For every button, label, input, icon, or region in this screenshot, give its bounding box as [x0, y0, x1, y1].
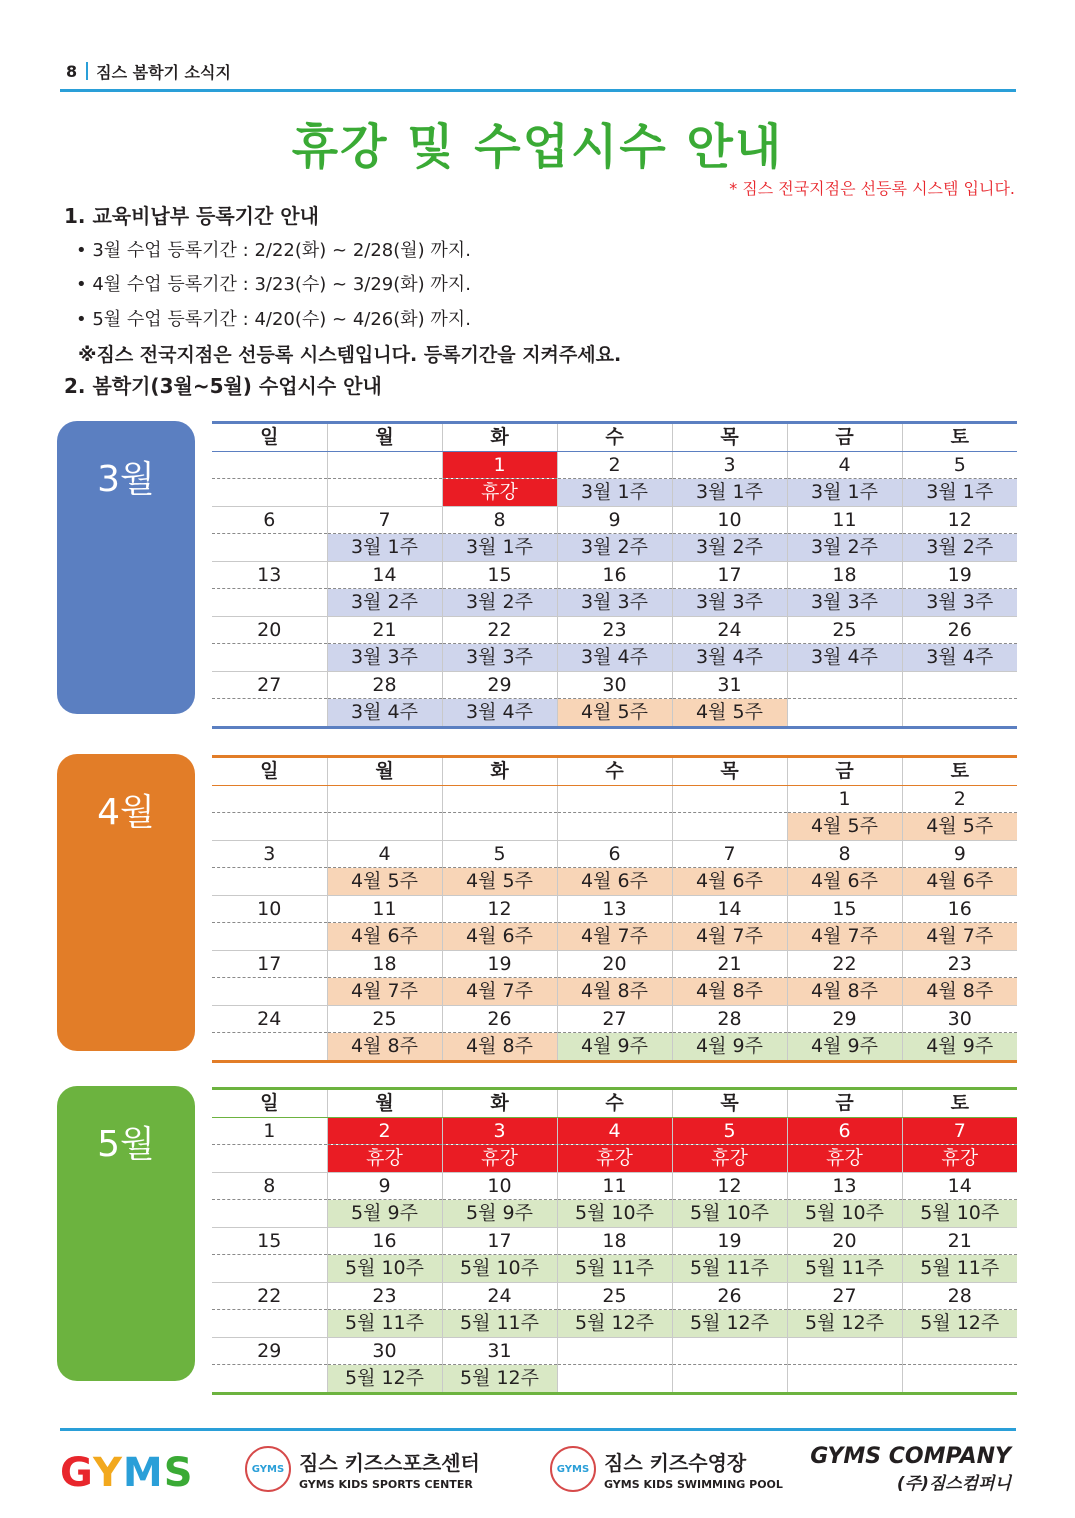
- week-label-cell: [212, 1145, 327, 1173]
- date-cell: 23: [902, 950, 1017, 978]
- date-cell: 17: [672, 561, 787, 589]
- registration-warning: ※짐스 전국지점은 선등록 시스템입니다. 등록기간을 지켜주세요.: [78, 344, 622, 366]
- date-cell: 11: [787, 506, 902, 534]
- date-cell: [212, 785, 327, 813]
- date-cell: 24: [672, 616, 787, 644]
- week-label-cell: 5월 11주: [672, 1255, 787, 1283]
- company-brand: [810, 1444, 1011, 1494]
- week-label-cell: 4월 5주: [327, 868, 442, 896]
- date-cell: 14: [327, 561, 442, 589]
- week-label-cell: 3월 3주: [672, 589, 787, 617]
- date-cell: 25: [327, 1005, 442, 1033]
- weekday-header: 토: [902, 423, 1017, 452]
- date-cell: 13: [557, 895, 672, 923]
- date-cell: 7: [327, 506, 442, 534]
- week-label-cell: 5월 9주: [327, 1200, 442, 1228]
- week-label-cell: 휴강: [442, 1145, 557, 1173]
- date-cell: 11: [327, 895, 442, 923]
- week-label-cell: 4월 5주: [557, 699, 672, 728]
- swimming-pool-name-en: GYMS KIDS SWIMMING POOL: [604, 1478, 783, 1491]
- week-label-cell: 3월 4주: [442, 699, 557, 728]
- week-label-cell: 휴강: [672, 1145, 787, 1173]
- week-label-cell: 4월 6주: [557, 868, 672, 896]
- week-label-cell: 4월 8주: [442, 1033, 557, 1062]
- date-cell: 22: [787, 950, 902, 978]
- date-cell: 17: [442, 1227, 557, 1255]
- date-cell: 5: [442, 840, 557, 868]
- week-label-cell: 3월 3주: [787, 589, 902, 617]
- week-label-cell: 5월 12주: [442, 1365, 557, 1394]
- date-cell: 29: [442, 671, 557, 699]
- week-label-cell: [212, 644, 327, 672]
- week-label-cell: 4월 9주: [557, 1033, 672, 1062]
- date-cell: 20: [787, 1227, 902, 1255]
- week-label-cell: 5월 9주: [442, 1200, 557, 1228]
- date-cell: [557, 1337, 672, 1365]
- month-label: 3월: [97, 459, 155, 500]
- date-cell: 3: [672, 451, 787, 479]
- week-label-cell: 3월 1주: [672, 479, 787, 507]
- calendar-april: [212, 755, 1017, 1063]
- weekday-header: 화: [442, 757, 557, 786]
- week-label-cell: 3월 2주: [787, 534, 902, 562]
- date-cell: 27: [212, 671, 327, 699]
- date-cell: 12: [442, 895, 557, 923]
- date-cell: 4: [787, 451, 902, 479]
- date-cell: 23: [557, 616, 672, 644]
- week-label-cell: 4월 7주: [787, 923, 902, 951]
- date-cell: 21: [902, 1227, 1017, 1255]
- date-cell: 19: [442, 950, 557, 978]
- sports-center-name-en: GYMS KIDS SPORTS CENTER: [299, 1478, 473, 1491]
- week-label-cell: 5월 12주: [557, 1310, 672, 1338]
- week-label-cell: 3월 3주: [327, 644, 442, 672]
- swimming-pool-brand: [550, 1446, 783, 1492]
- date-cell: [902, 1337, 1017, 1365]
- week-label-cell: 3월 4주: [902, 644, 1017, 672]
- week-label-cell: [212, 1365, 327, 1394]
- sports-center-name: 짐스 키즈스포츠센터: [299, 1451, 480, 1475]
- week-label-cell: [787, 1365, 902, 1394]
- date-cell: 12: [672, 1172, 787, 1200]
- week-label-cell: 4월 5주: [787, 813, 902, 841]
- week-label-cell: [787, 699, 902, 728]
- date-cell: 28: [327, 671, 442, 699]
- date-cell: 23: [327, 1282, 442, 1310]
- date-cell: 1: [787, 785, 902, 813]
- week-label-cell: 4월 6주: [327, 923, 442, 951]
- date-cell: [442, 785, 557, 813]
- week-label-cell: 3월 4주: [787, 644, 902, 672]
- weekday-header: 금: [787, 1089, 902, 1118]
- date-cell: 22: [212, 1282, 327, 1310]
- week-label-cell: [212, 1200, 327, 1228]
- week-label-cell: 3월 1주: [902, 479, 1017, 507]
- week-label-cell: [212, 978, 327, 1006]
- date-cell: 20: [212, 616, 327, 644]
- date-cell: 16: [902, 895, 1017, 923]
- date-cell: 15: [442, 561, 557, 589]
- date-cell: 20: [557, 950, 672, 978]
- week-label-cell: 5월 12주: [787, 1310, 902, 1338]
- date-cell: 9: [557, 506, 672, 534]
- week-label-cell: [672, 813, 787, 841]
- header-rule: [60, 89, 1016, 92]
- date-cell: 5: [902, 451, 1017, 479]
- week-label-cell: [902, 1365, 1017, 1394]
- week-label-cell: 4월 9주: [787, 1033, 902, 1062]
- sports-center-seal-icon: GYMS: [245, 1446, 291, 1492]
- page-title: 휴강 및 수업시수 안내: [291, 119, 784, 175]
- week-label-cell: 4월 5주: [442, 868, 557, 896]
- date-cell: 15: [787, 895, 902, 923]
- date-cell: 13: [212, 561, 327, 589]
- weekday-header: 목: [672, 1089, 787, 1118]
- week-label-cell: 3월 1주: [557, 479, 672, 507]
- header-divider: [86, 62, 88, 80]
- week-label-cell: 4월 7주: [902, 923, 1017, 951]
- date-cell: 9: [902, 840, 1017, 868]
- calendar-may: [212, 1087, 1017, 1395]
- weekday-header: 수: [557, 423, 672, 452]
- date-cell: 1: [442, 451, 557, 479]
- date-cell: 10: [442, 1172, 557, 1200]
- date-cell: 25: [557, 1282, 672, 1310]
- date-cell: 7: [902, 1117, 1017, 1145]
- week-label-cell: 4월 5주: [672, 699, 787, 728]
- date-cell: [327, 451, 442, 479]
- weekday-header: 월: [327, 1089, 442, 1118]
- week-label-cell: [672, 1365, 787, 1394]
- date-cell: 30: [557, 671, 672, 699]
- date-cell: 8: [787, 840, 902, 868]
- week-label-cell: 4월 6주: [902, 868, 1017, 896]
- date-cell: 6: [212, 506, 327, 534]
- week-label-cell: [212, 1255, 327, 1283]
- company-name-en: GYMS COMPANY: [810, 1444, 1011, 1469]
- week-label-cell: 5월 10주: [442, 1255, 557, 1283]
- month-label: 5월: [97, 1124, 155, 1165]
- month-badge-may: [57, 1086, 195, 1381]
- date-cell: 22: [442, 616, 557, 644]
- date-cell: 6: [787, 1117, 902, 1145]
- week-label-cell: [327, 479, 442, 507]
- registration-item-march: • 3월 수업 등록기간 : 2/22(화) ~ 2/28(월) 까지.: [76, 240, 471, 261]
- week-label-cell: 3월 3주: [902, 589, 1017, 617]
- swimming-pool-name: 짐스 키즈수영장: [604, 1451, 747, 1475]
- week-label-cell: [212, 1033, 327, 1062]
- week-label-cell: 4월 9주: [672, 1033, 787, 1062]
- week-label-cell: [212, 923, 327, 951]
- section2-heading: 2. 봄학기(3월~5월) 수업시수 안내: [64, 374, 382, 398]
- date-cell: 21: [327, 616, 442, 644]
- date-cell: 19: [902, 561, 1017, 589]
- date-cell: 26: [902, 616, 1017, 644]
- week-label-cell: [557, 813, 672, 841]
- week-label-cell: 4월 6주: [442, 923, 557, 951]
- date-cell: 18: [557, 1227, 672, 1255]
- week-label-cell: 3월 2주: [672, 534, 787, 562]
- weekday-header: 일: [212, 757, 327, 786]
- date-cell: 8: [442, 506, 557, 534]
- week-label-cell: 휴강: [557, 1145, 672, 1173]
- date-cell: 15: [212, 1227, 327, 1255]
- week-label-cell: 3월 3주: [442, 644, 557, 672]
- week-label-cell: [212, 479, 327, 507]
- date-cell: 4: [557, 1117, 672, 1145]
- date-cell: [672, 785, 787, 813]
- week-label-cell: [212, 699, 327, 728]
- weekday-header: 월: [327, 757, 442, 786]
- week-label-cell: 5월 10주: [787, 1200, 902, 1228]
- week-label-cell: 5월 11주: [902, 1255, 1017, 1283]
- date-cell: 9: [327, 1172, 442, 1200]
- weekday-header: 월: [327, 423, 442, 452]
- weekday-header: 수: [557, 757, 672, 786]
- date-cell: 2: [327, 1117, 442, 1145]
- weekday-header: 일: [212, 423, 327, 452]
- week-label-cell: 4월 6주: [672, 868, 787, 896]
- date-cell: 7: [672, 840, 787, 868]
- week-label-cell: 휴강: [787, 1145, 902, 1173]
- date-cell: 14: [672, 895, 787, 923]
- date-cell: [787, 671, 902, 699]
- date-cell: [212, 451, 327, 479]
- weekday-header: 화: [442, 1089, 557, 1118]
- date-cell: 29: [212, 1337, 327, 1365]
- week-label-cell: 3월 4주: [557, 644, 672, 672]
- registration-item-may: • 5월 수업 등록기간 : 4/20(수) ~ 4/26(화) 까지.: [76, 309, 471, 330]
- week-label-cell: [327, 813, 442, 841]
- date-cell: 29: [787, 1005, 902, 1033]
- date-cell: 4: [327, 840, 442, 868]
- date-cell: 27: [787, 1282, 902, 1310]
- date-cell: 16: [557, 561, 672, 589]
- week-label-cell: 5월 11주: [442, 1310, 557, 1338]
- weekday-header: 목: [672, 757, 787, 786]
- date-cell: 10: [212, 895, 327, 923]
- date-cell: [557, 785, 672, 813]
- week-label-cell: 4월 8주: [787, 978, 902, 1006]
- weekday-header: 수: [557, 1089, 672, 1118]
- week-label-cell: 5월 10주: [327, 1255, 442, 1283]
- week-label-cell: 휴강: [442, 479, 557, 507]
- date-cell: 30: [327, 1337, 442, 1365]
- swimming-pool-seal-icon: GYMS: [550, 1446, 596, 1492]
- week-label-cell: 4월 8주: [672, 978, 787, 1006]
- week-label-cell: 5월 12주: [672, 1310, 787, 1338]
- week-label-cell: [557, 1365, 672, 1394]
- date-cell: 2: [557, 451, 672, 479]
- week-label-cell: [212, 534, 327, 562]
- date-cell: 28: [902, 1282, 1017, 1310]
- date-cell: 26: [442, 1005, 557, 1033]
- date-cell: 1: [212, 1117, 327, 1145]
- week-label-cell: 휴강: [327, 1145, 442, 1173]
- week-label-cell: 3월 4주: [672, 644, 787, 672]
- page-number: 8: [66, 61, 78, 81]
- week-label-cell: 4월 7주: [557, 923, 672, 951]
- month-badge-march: [57, 421, 195, 714]
- month-label: 4월: [97, 792, 155, 833]
- date-cell: 16: [327, 1227, 442, 1255]
- date-cell: 13: [787, 1172, 902, 1200]
- weekday-header: 일: [212, 1089, 327, 1118]
- date-cell: 12: [902, 506, 1017, 534]
- date-cell: 14: [902, 1172, 1017, 1200]
- week-label-cell: 5월 12주: [902, 1310, 1017, 1338]
- date-cell: 17: [212, 950, 327, 978]
- date-cell: 3: [442, 1117, 557, 1145]
- date-cell: [787, 1337, 902, 1365]
- week-label-cell: 4월 7주: [442, 978, 557, 1006]
- week-label-cell: 3월 2주: [902, 534, 1017, 562]
- date-cell: 18: [787, 561, 902, 589]
- week-label-cell: 4월 9주: [902, 1033, 1017, 1062]
- week-label-cell: 5월 10주: [557, 1200, 672, 1228]
- weekday-header: 화: [442, 423, 557, 452]
- week-label-cell: 4월 7주: [327, 978, 442, 1006]
- week-label-cell: 5월 10주: [902, 1200, 1017, 1228]
- date-cell: 24: [442, 1282, 557, 1310]
- date-cell: 2: [902, 785, 1017, 813]
- weekday-header: 토: [902, 1089, 1017, 1118]
- weekday-header: 토: [902, 757, 1017, 786]
- week-label-cell: 휴강: [902, 1145, 1017, 1173]
- week-label-cell: 5월 11주: [557, 1255, 672, 1283]
- week-label-cell: 3월 3주: [557, 589, 672, 617]
- week-label-cell: [902, 699, 1017, 728]
- date-cell: [327, 785, 442, 813]
- week-label-cell: 5월 11주: [787, 1255, 902, 1283]
- weekday-header: 금: [787, 423, 902, 452]
- week-label-cell: 4월 8주: [557, 978, 672, 1006]
- registration-note: * 짐스 전국지점은 선등록 시스템 입니다.: [729, 179, 1015, 198]
- month-badge-april: [57, 754, 195, 1051]
- registration-item-april: • 4월 수업 등록기간 : 3/23(수) ~ 3/29(화) 까지.: [76, 274, 471, 295]
- date-cell: 31: [672, 671, 787, 699]
- date-cell: 30: [902, 1005, 1017, 1033]
- footer-rule: [60, 1428, 1016, 1431]
- date-cell: 28: [672, 1005, 787, 1033]
- week-label-cell: [212, 813, 327, 841]
- date-cell: 11: [557, 1172, 672, 1200]
- week-label-cell: 4월 8주: [902, 978, 1017, 1006]
- weekday-header: 목: [672, 423, 787, 452]
- week-label-cell: 3월 2주: [442, 589, 557, 617]
- date-cell: [902, 671, 1017, 699]
- week-label-cell: 3월 2주: [557, 534, 672, 562]
- week-label-cell: 3월 1주: [787, 479, 902, 507]
- date-cell: 27: [557, 1005, 672, 1033]
- date-cell: 18: [327, 950, 442, 978]
- week-label-cell: 3월 4주: [327, 699, 442, 728]
- week-label-cell: 4월 6주: [787, 868, 902, 896]
- week-label-cell: [442, 813, 557, 841]
- week-label-cell: 4월 8주: [327, 1033, 442, 1062]
- gyms-logo: GYMS: [60, 1450, 194, 1496]
- date-cell: 3: [212, 840, 327, 868]
- date-cell: [672, 1337, 787, 1365]
- date-cell: 21: [672, 950, 787, 978]
- week-label-cell: 3월 1주: [442, 534, 557, 562]
- week-label-cell: 4월 7주: [672, 923, 787, 951]
- week-label-cell: 3월 2주: [327, 589, 442, 617]
- week-label-cell: 5월 10주: [672, 1200, 787, 1228]
- date-cell: 19: [672, 1227, 787, 1255]
- date-cell: 5: [672, 1117, 787, 1145]
- publication-name: 짐스 봄학기 소식지: [96, 62, 231, 82]
- date-cell: 8: [212, 1172, 327, 1200]
- week-label-cell: 5월 11주: [327, 1310, 442, 1338]
- week-label-cell: [212, 589, 327, 617]
- section1-heading: 1. 교육비납부 등록기간 안내: [64, 204, 319, 228]
- week-label-cell: [212, 1310, 327, 1338]
- date-cell: 24: [212, 1005, 327, 1033]
- week-label-cell: [212, 868, 327, 896]
- date-cell: 6: [557, 840, 672, 868]
- date-cell: 31: [442, 1337, 557, 1365]
- weekday-header: 금: [787, 757, 902, 786]
- date-cell: 26: [672, 1282, 787, 1310]
- calendar-march: [212, 421, 1017, 729]
- week-label-cell: 5월 12주: [327, 1365, 442, 1394]
- sports-center-brand: [245, 1446, 480, 1492]
- date-cell: 25: [787, 616, 902, 644]
- company-name-ko: (주)짐스컴퍼니: [896, 1474, 1011, 1494]
- week-label-cell: 4월 5주: [902, 813, 1017, 841]
- week-label-cell: 3월 1주: [327, 534, 442, 562]
- page-header: [66, 58, 231, 84]
- date-cell: 10: [672, 506, 787, 534]
